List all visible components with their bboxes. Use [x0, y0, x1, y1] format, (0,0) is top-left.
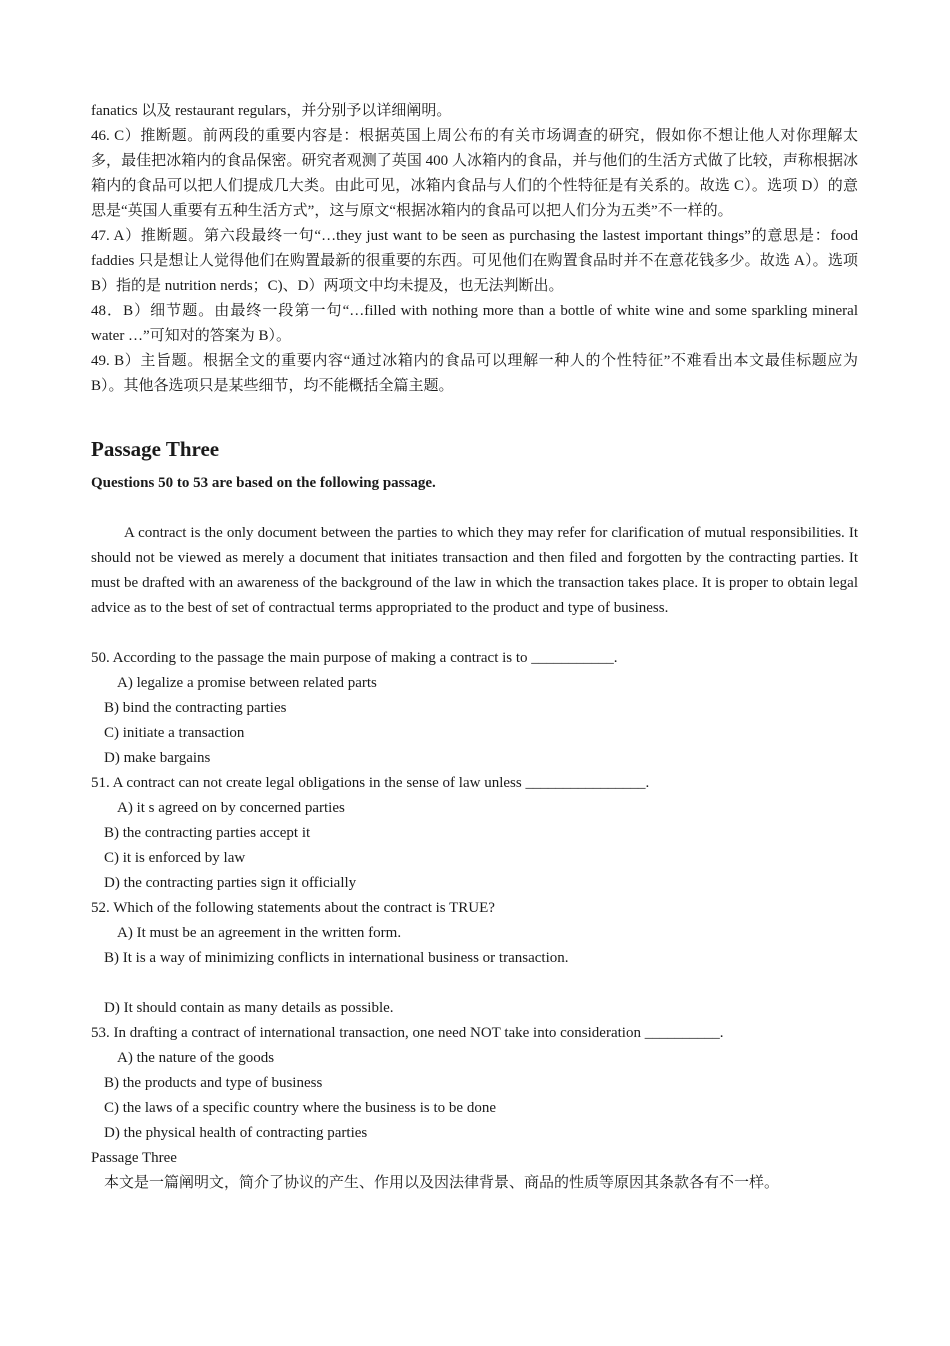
question-52-option-a: A) It must be an agreement in the written form. [117, 925, 402, 941]
answer-48-explanation: 48．B）细节题。由最终一段第一句“…filled with nothing more than a bottle of white wine and some sparkling mineral water …”可知对的答案为 B）。 [91, 303, 858, 344]
spacer [91, 621, 858, 646]
question-50-stem: 50. According to the passage the main purpose of making a contract is to ___________. [91, 650, 618, 666]
question-50-option-d: D) make bargains [104, 750, 211, 766]
summary-text: 本文是一篇阐明文，简介了协议的产生、作用以及因法律背景、商品的性质等原因其条款各有不一样。 [104, 1175, 780, 1191]
questions-instruction: Questions 50 to 53 are based on the following passage. [91, 475, 436, 491]
summary-title: Passage Three [91, 1150, 177, 1166]
question-50-option-b: B) bind the contracting parties [104, 700, 287, 716]
question-53-option-b: B) the products and type of business [104, 1075, 323, 1091]
question-53-option-c: C) the laws of a specific country where the business is to be done [104, 1100, 496, 1116]
question-50-option-a: A) legalize a promise between related parts [117, 675, 377, 691]
answer-49-explanation: 49. B）主旨题。根据全文的重要内容“通过冰箱内的食品可以理解一种人的个性特征”不难看出本文最佳标题应为 B）。其他各选项只是某些细节，均不能概括全篇主题。 [91, 353, 858, 394]
analysis-intro: fanatics 以及 restaurant regulars，并分别予以详细阐明。 [91, 103, 452, 119]
question-53-option-d: D) the physical health of contracting parties [104, 1125, 368, 1141]
question-52-option-d: D) It should contain as many details as possible. [104, 1000, 394, 1016]
question-51-stem: 51. A contract can not create legal obligations in the sense of law unless ________________. [91, 775, 650, 791]
document-page [91, 99, 858, 1196]
question-51-option-a: A) it s agreed on by concerned parties [117, 800, 345, 816]
question-51-option-b: B) the contracting parties accept it [104, 825, 311, 841]
question-50-option-c: C) initiate a transaction [104, 725, 245, 741]
passage-three-heading: Passage Three [91, 437, 220, 461]
passage-three-text: A contract is the only document between the parties to which they may refer for clarification of mutual responsibilities. It should not be viewed as merely a document that initiates transaction and then filed and forgotten by the contracting parties. It must be drafted with an awareness of the background of the law in which the transaction takes place. It is proper to obtain legal advice as to the best of set of contractual terms appropriated to the product and type of business. [91, 525, 858, 616]
question-53-option-a: A) the nature of the goods [117, 1050, 275, 1066]
question-51-option-d: D) the contracting parties sign it officially [104, 875, 357, 891]
spacer [91, 971, 858, 996]
answer-46-explanation: 46. C）推断题。前两段的重要内容是：根据英国上周公布的有关市场调查的研究，假如你不想让他人对你理解太多，最佳把冰箱内的食品保密。研究者观测了英国 400 人冰箱内的食品，并与他们的生活方式做了比较，声称根据冰箱内的食品可以把人们提成几大类。由此可见，冰箱内食品与人们的个性特征是有关系的。故选 C）。选项 D）的意思是“英国人重要有五种生活方式”，这与原文“根据冰箱内的食品可以把人们分为五类”不一样的。 [91, 128, 858, 219]
question-52-stem: 52. Which of the following statements about the contract is TRUE? [91, 900, 495, 916]
answer-47-explanation: 47. A）推断题。第六段最终一句“…they just want to be seen as purchasing the lastest important things”的意思是：food faddies 只是想让人觉得他们在购置最新的很重要的东西。可见他们在购置食品时并不在意花钱多少。故选 A）。选项 B）指的是 nutrition nerds；C)、D）两项文中均未提及，也无法判断出。 [91, 228, 858, 294]
question-52-option-b: B) It is a way of minimizing conflicts in international business or transaction. [104, 950, 569, 966]
question-53-stem: 53. In drafting a contract of international transaction, one need NOT take into consideration __________. [91, 1025, 724, 1041]
question-51-option-c: C) it is enforced by law [104, 850, 246, 866]
